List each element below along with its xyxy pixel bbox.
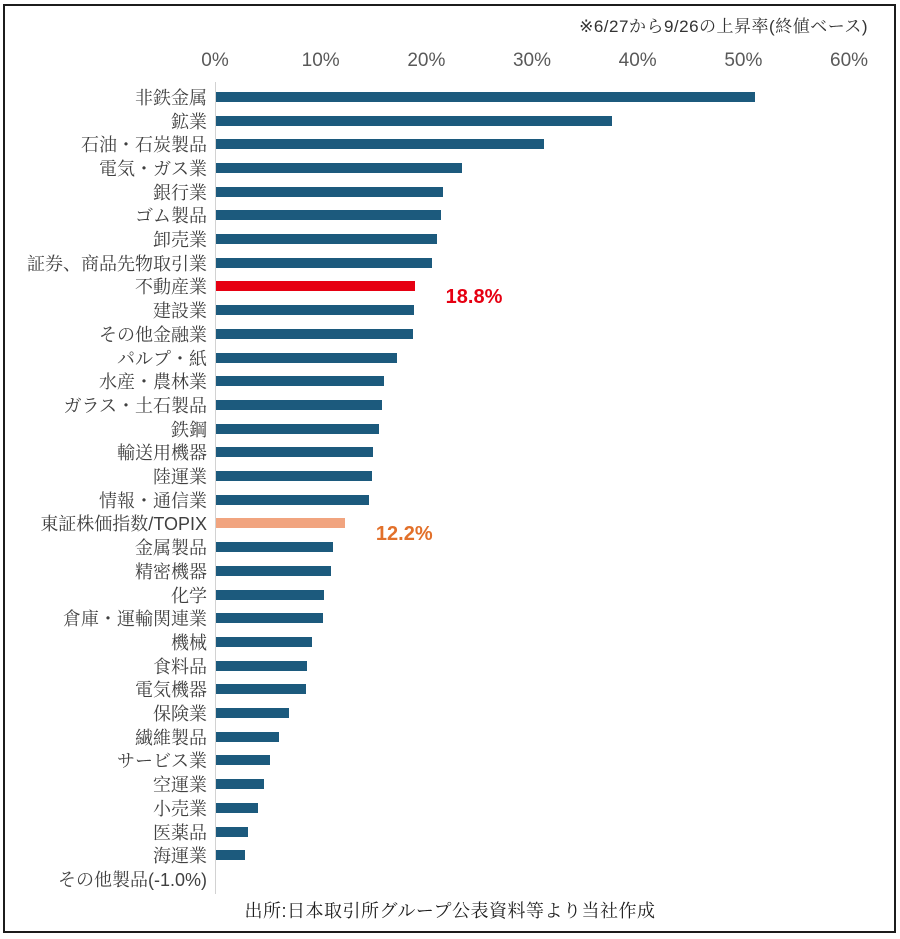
x-axis-tick: 0% bbox=[201, 50, 229, 71]
chart-row bbox=[0, 820, 900, 844]
chart-row bbox=[0, 132, 900, 156]
bar bbox=[216, 210, 441, 220]
category-label: 輸送用機器 bbox=[117, 443, 207, 464]
category-label: 卸売業 bbox=[153, 230, 207, 251]
category-label: 海運業 bbox=[153, 846, 207, 867]
category-label: サービス業 bbox=[117, 751, 207, 772]
chart-row bbox=[0, 606, 900, 630]
category-label: 機械 bbox=[171, 632, 207, 653]
chart-row bbox=[0, 156, 900, 180]
category-label: 鉄鋼 bbox=[171, 419, 207, 440]
bar bbox=[216, 755, 270, 765]
bar bbox=[216, 495, 369, 505]
bar bbox=[216, 471, 372, 481]
chart-row bbox=[0, 725, 900, 749]
category-label: 保険業 bbox=[153, 704, 207, 725]
chart-row bbox=[0, 678, 900, 702]
bar bbox=[216, 850, 245, 860]
chart-row bbox=[0, 441, 900, 465]
chart-row bbox=[0, 204, 900, 228]
bar bbox=[216, 92, 755, 102]
category-label: 証券、商品先物取引業 bbox=[27, 253, 207, 274]
category-label: 銀行業 bbox=[153, 182, 207, 203]
bar bbox=[216, 116, 612, 126]
bar bbox=[216, 566, 331, 576]
chart-row bbox=[0, 796, 900, 820]
bar bbox=[216, 139, 544, 149]
category-label: 繊維製品 bbox=[135, 727, 207, 748]
bar bbox=[216, 400, 382, 410]
category-label: 電気機器 bbox=[135, 680, 207, 701]
chart-row bbox=[0, 654, 900, 678]
chart-row bbox=[0, 346, 900, 370]
chart-row bbox=[0, 535, 900, 559]
chart-row bbox=[0, 322, 900, 346]
category-label: パルプ・紙 bbox=[117, 348, 207, 369]
category-label: 化学 bbox=[171, 585, 207, 606]
category-label: 医薬品 bbox=[153, 822, 207, 843]
bar bbox=[216, 281, 415, 291]
category-label: 精密機器 bbox=[135, 561, 207, 582]
category-label: 金属製品 bbox=[135, 538, 207, 559]
chart-row bbox=[0, 749, 900, 773]
chart-note: ※6/27から9/26の上昇率(終値ベース) bbox=[579, 17, 868, 36]
category-label: 鉱業 bbox=[171, 111, 207, 132]
category-label: 水産・農林業 bbox=[99, 372, 207, 393]
chart-row bbox=[0, 85, 900, 109]
category-label: 電気・ガス業 bbox=[99, 158, 207, 179]
chart-row bbox=[0, 109, 900, 133]
x-axis-tick: 20% bbox=[407, 50, 446, 71]
bar bbox=[216, 187, 443, 197]
bar-value-label: 12.2% bbox=[375, 522, 433, 545]
bar bbox=[216, 803, 258, 813]
category-label: その他金融業 bbox=[99, 324, 207, 345]
category-label: 石油・石炭製品 bbox=[81, 135, 207, 156]
chart-row bbox=[0, 227, 900, 251]
category-label: 陸運業 bbox=[153, 467, 207, 488]
bar bbox=[216, 424, 379, 434]
bar bbox=[216, 684, 306, 694]
chart-row bbox=[0, 464, 900, 488]
category-label: 倉庫・運輸関連業 bbox=[63, 609, 207, 630]
chart-row bbox=[0, 251, 900, 275]
chart-row bbox=[0, 275, 900, 308]
chart-row bbox=[0, 512, 900, 545]
chart-row bbox=[0, 298, 900, 322]
chart-row bbox=[0, 843, 900, 867]
bar bbox=[216, 258, 432, 268]
category-label: 不動産業 bbox=[135, 277, 207, 298]
category-label: 食料品 bbox=[153, 656, 207, 677]
chart-row bbox=[0, 559, 900, 583]
x-axis-tick: 10% bbox=[301, 50, 340, 71]
chart-row bbox=[0, 772, 900, 796]
bar bbox=[216, 518, 345, 528]
bar bbox=[216, 376, 384, 386]
chart-row bbox=[0, 488, 900, 512]
x-axis-tick: 50% bbox=[724, 50, 763, 71]
bar bbox=[216, 163, 462, 173]
category-label: ガラス・土石製品 bbox=[63, 395, 207, 416]
category-label: 情報・通信業 bbox=[99, 490, 207, 511]
bar bbox=[216, 827, 248, 837]
bar-value-label: 18.8% bbox=[445, 285, 503, 308]
bar bbox=[216, 305, 414, 315]
bar bbox=[216, 637, 312, 647]
bar bbox=[216, 447, 373, 457]
chart-row bbox=[0, 393, 900, 417]
category-label: 非鉄金属 bbox=[135, 87, 207, 108]
category-label: ゴム製品 bbox=[135, 206, 207, 227]
chart-row bbox=[0, 369, 900, 393]
category-label: 建設業 bbox=[153, 301, 207, 322]
bar bbox=[216, 779, 264, 789]
chart-row bbox=[0, 701, 900, 725]
x-axis-tick: 60% bbox=[830, 50, 869, 71]
category-label: その他製品(-1.0%) bbox=[57, 869, 207, 890]
bar bbox=[216, 732, 279, 742]
category-label: 空運業 bbox=[153, 775, 207, 796]
chart-row bbox=[0, 180, 900, 204]
bar bbox=[216, 234, 437, 244]
category-label: 東証株価指数/TOPIX bbox=[40, 514, 207, 535]
bar bbox=[216, 353, 397, 363]
bar bbox=[216, 542, 333, 552]
bar bbox=[216, 590, 324, 600]
chart-row bbox=[0, 417, 900, 441]
chart-row bbox=[0, 867, 900, 891]
source-note: 出所:日本取引所グループ公表資料等より当社作成 bbox=[244, 901, 656, 921]
bar bbox=[216, 661, 307, 671]
bar bbox=[216, 329, 413, 339]
x-axis-tick: 40% bbox=[618, 50, 657, 71]
chart-row bbox=[0, 583, 900, 607]
chart-row bbox=[0, 630, 900, 654]
bar bbox=[216, 708, 289, 718]
bar bbox=[216, 613, 323, 623]
category-label: 小売業 bbox=[153, 798, 207, 819]
x-axis bbox=[0, 50, 900, 72]
x-axis-tick: 30% bbox=[512, 50, 552, 71]
